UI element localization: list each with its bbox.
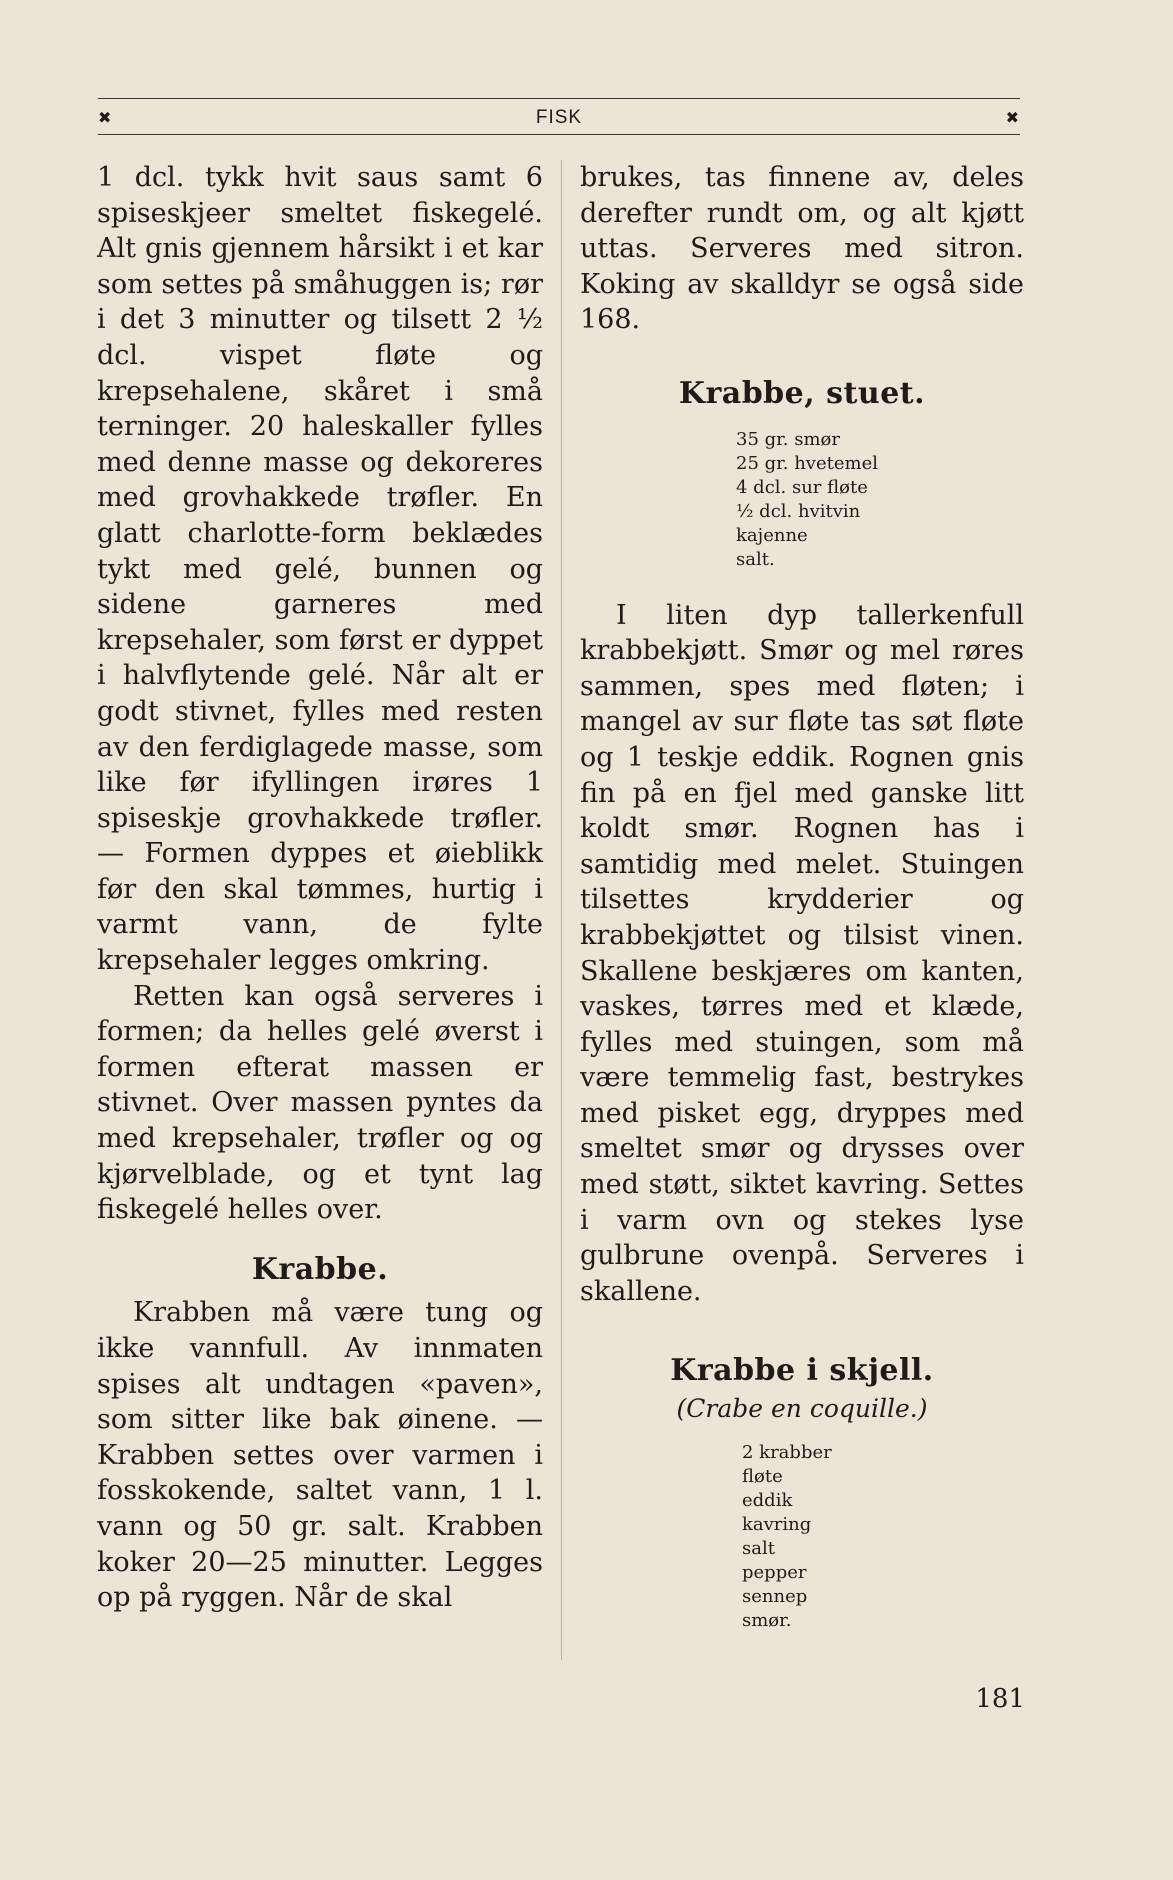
running-head bbox=[98, 104, 1020, 132]
ingredient-item: smør. bbox=[742, 1609, 792, 1631]
serve-paragraph: Retten kan også serveres i formen; da helles gelé øverst i formen efterat massen er stivnet. Over massen pyntes da med krepsehaler, trøfler og og kjørvelblade, og et tynt lag fiskegelé helles over. bbox=[97, 980, 543, 1226]
header-rule-top bbox=[98, 98, 1020, 99]
stuet-paragraph: I liten dyp tallerkenfull krabbekjøtt. Smør og mel røres sammen, spes med fløten; i mangel av sur fløte tas søt fløte og 1 teskje eddik. Rognen gnis fin på en fjel med ganske litt koldt smør. Rognen has i samtidig med melet. Stuingen tilsettes krydderier og krabbekjøttet og tilsist vinen. Skallene beskjæres om kanten, vaskes, tørres med et klæde, fylles med stuingen, som må være temmelig fast, bestrykes med pisket egg, dryppes med smeltet smør og drysses over med støtt, siktet kavring. Settes i varm ovn og stekes lyse gulbrune ovenpå. Serveres i skallene. bbox=[580, 599, 1024, 1307]
ingredient-item: kajenne bbox=[736, 524, 808, 546]
krabbe-skjell-subheading: (Crabe en coquille.) bbox=[676, 1394, 928, 1424]
ingredient-item: 4 dcl. sur fløte bbox=[736, 476, 868, 498]
right-column bbox=[580, 160, 1024, 1633]
ornament-right: ✖ bbox=[1005, 110, 1020, 127]
left-column bbox=[97, 160, 543, 1616]
intro-paragraph: 1 dcl. tykk hvit saus samt 6 spiseskjeer smeltet fiskegelé. Alt gnis gjennem hårsikt i et kar som settes på småhuggen is; rør i det 3 minutter og tilsett 2 ½ dcl. vispet fløte og krepsehalene, skåret i små terninger. 20 haleskaller fylles med denne masse og dekoreres med grovhakkede trøfler. En glatt charlotte-form beklædes tykt med gelé, bunnen og sidene garneres med krepsehaler, som først er dyppet i halvflytende gelé. Når alt er godt stivnet, fylles med resten av den ferdiglagede masse, som like før ifyllingen irøres 1 spiseskje grovhakkede trøfler. — Formen dyppes et øieblikk før den skal tømmes, hurtig i varmt vann, de fylte krepsehaler legges omkring. bbox=[97, 162, 543, 977]
ingredient-item: 35 gr. smør bbox=[736, 428, 840, 450]
ornament-left: ✖ bbox=[98, 110, 113, 127]
ingredient-item: kavring bbox=[742, 1513, 812, 1535]
ingredient-item: salt. bbox=[736, 548, 775, 570]
krabbe-stuet-heading: Krabbe, stuet. bbox=[678, 375, 926, 411]
continuation-paragraph: brukes, tas finnene av, deles derefter rundt om, og alt kjøtt uttas. Serveres med sitron. Koking av skalldyr se også side 168. bbox=[580, 162, 1024, 336]
krabbe-skjell-heading: Krabbe i skjell. bbox=[670, 1353, 934, 1389]
page-number: 181 bbox=[975, 1684, 1025, 1714]
running-head-title: FISK bbox=[535, 107, 583, 128]
ingredient-item: pepper bbox=[742, 1561, 807, 1583]
stuet-ingredient-list bbox=[580, 428, 1024, 572]
column-divider bbox=[561, 160, 562, 1660]
header-rule-bottom bbox=[98, 134, 1020, 135]
skjell-ingredient-list bbox=[580, 1441, 1024, 1633]
ingredient-item: salt bbox=[742, 1537, 775, 1559]
krabbe-paragraph: Krabben må være tung og ikke vannfull. Av innmaten spises alt undtagen «paven», som sitter like bak øinene. — Krabben settes over varmen i fosskokende, saltet vann, 1 l. vann og 50 gr. salt. Krabben koker 20—25 minutter. Legges op på ryggen. Når de skal bbox=[97, 1297, 543, 1614]
ingredient-item: ½ dcl. hvitvin bbox=[736, 500, 861, 522]
ingredient-item: 2 krabber bbox=[742, 1441, 832, 1463]
ingredient-item: eddik bbox=[742, 1489, 793, 1511]
ingredient-item: 25 gr. hvetemel bbox=[736, 452, 878, 474]
ingredient-item: fløte bbox=[742, 1465, 783, 1487]
ingredient-item: sennep bbox=[742, 1585, 808, 1607]
krabbe-heading: Krabbe. bbox=[251, 1251, 389, 1287]
